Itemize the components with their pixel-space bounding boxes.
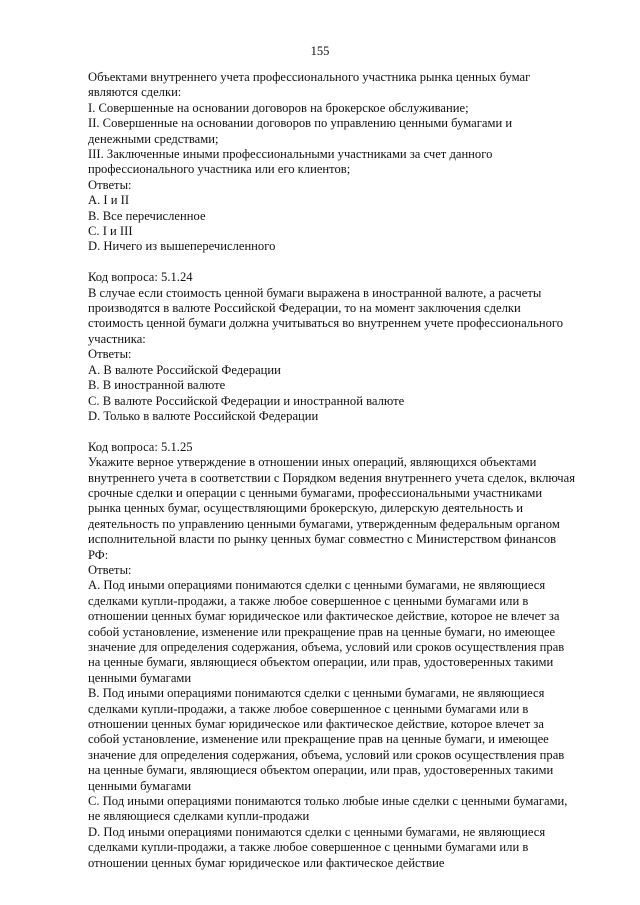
- paragraph-gap: [88, 424, 588, 439]
- text-line: денежными средствами;: [88, 131, 219, 146]
- text-line: внутреннего учета в соответствии с Порядком ведения внутреннего учета сделок, включая: [88, 470, 575, 485]
- text-block: [88, 70, 588, 255]
- text-line: сделками купли-продажи, а также любое совершенное с ценными бумагами или в: [88, 840, 529, 855]
- text-line: A. Под иными операциями понимаются сделки с ценными бумагами, не являющиеся: [88, 578, 546, 593]
- text-line: отношении ценных бумаг юридическое или фактическое действие, которое влечет за: [88, 717, 544, 732]
- text-line: сделками купли-продажи, а также любое совершенное с ценными бумагами или в: [88, 701, 529, 716]
- text-line: рынка ценных бумаг, осуществляющими брокерскую, дилерскую деятельность и: [88, 501, 523, 516]
- text-line: стоимость ценной бумаги должна учитываться во внутреннем учете профессионального: [88, 316, 564, 331]
- text-line: срочные сделки и операции с ценными бумагами, профессиональными участниками: [88, 485, 543, 500]
- text-line: II. Совершенные на основании договоров по управлению ценными бумагами и: [88, 116, 513, 131]
- text-line: D. Под иными операциями понимаются сделки с ценными бумагами, не являющиеся: [88, 824, 546, 839]
- text-line: не являющиеся сделками купли-продажи: [88, 809, 310, 824]
- text-line: на ценные бумаги, являющиеся объектом операции, или прав, удостоверенных такими: [88, 655, 554, 670]
- text-line: В случае если стоимость ценной бумаги выражена в иностранной валюте, а расчеты: [88, 285, 542, 300]
- text-line: B. Под иными операциями понимаются сделки с ценными бумагами, не являющиеся: [88, 686, 545, 701]
- text-line: Ответы:: [88, 562, 132, 577]
- text-line: являются сделки:: [88, 85, 182, 100]
- text-block: [88, 440, 588, 871]
- text-line: ценными бумагами: [88, 778, 192, 793]
- text-line: C. В валюте Российской Федерации и иностранной валюте: [88, 393, 405, 408]
- text-line: A. I и II: [88, 193, 130, 208]
- text-line: Код вопроса: 5.1.25: [88, 439, 193, 454]
- text-line: Объектами внутреннего учета профессионального участника рынка ценных бумаг: [88, 70, 531, 84]
- text-line: B. В иностранной валюте: [88, 378, 226, 393]
- paragraph-gap: [88, 255, 588, 270]
- text-line: Ответы:: [88, 347, 132, 362]
- text-line: отношении ценных бумаг юридическое или фактическое действие, которое не влечет за: [88, 609, 560, 624]
- text-line: производятся в валюте Российской Федерации, то на момент заключения сделки: [88, 301, 521, 316]
- text-line: отношении ценных бумаг юридическое или фактическое действие: [88, 855, 445, 870]
- text-line: исполнительной власти по рынку ценных бумаг совместно с Министерством финансов: [88, 532, 557, 547]
- text-line: C. I и III: [88, 224, 133, 239]
- page-content: [88, 70, 588, 871]
- page-number: 155: [310, 44, 330, 58]
- text-line: собой установление, изменение или прекращение прав на ценные бумаги, и имеющее: [88, 732, 549, 747]
- text-line: D. Ничего из вышеперечисленного: [88, 239, 276, 254]
- text-line: сделками купли-продажи, а также любое совершенное с ценными бумагами или в: [88, 593, 529, 608]
- text-line: деятельность по управлению ценными бумагами, утвержденным федеральным органом: [88, 516, 560, 531]
- text-line: ценными бумагами: [88, 670, 192, 685]
- text-line: Ответы:: [88, 177, 132, 192]
- text-line: A. В валюте Российской Федерации: [88, 362, 281, 377]
- text-line: Укажите верное утверждение в отношении иных операций, являющихся объектами: [88, 455, 537, 470]
- text-line: на ценные бумаги, являющиеся объектом операции, или прав, удостоверенных такими: [88, 763, 554, 778]
- text-line: Код вопроса: 5.1.24: [88, 270, 193, 285]
- text-line: D. Только в валюте Российской Федерации: [88, 408, 319, 423]
- text-line: профессионального участника или его клиентов;: [88, 162, 351, 177]
- text-line: РФ:: [88, 547, 109, 562]
- text-line: III. Заключенные иными профессиональными участниками за счет данного: [88, 147, 493, 162]
- text-line: B. Все перечисленное: [88, 208, 206, 223]
- text-line: значение для определения содержания, объема, условий или сроков осуществления прав: [88, 747, 565, 762]
- text-line: значение для определения содержания, объема, условий или сроков осуществления прав: [88, 640, 565, 654]
- text-line: участника:: [88, 331, 146, 346]
- text-line: C. Под иными операциями понимаются только любые иные сделки с ценными бумагами,: [88, 794, 568, 809]
- text-block: [88, 270, 588, 424]
- text-line: I. Совершенные на основании договоров на брокерское обслуживание;: [88, 100, 469, 115]
- text-line: собой установление, изменение или прекращение прав на ценные бумаги, но имеющее: [88, 624, 556, 639]
